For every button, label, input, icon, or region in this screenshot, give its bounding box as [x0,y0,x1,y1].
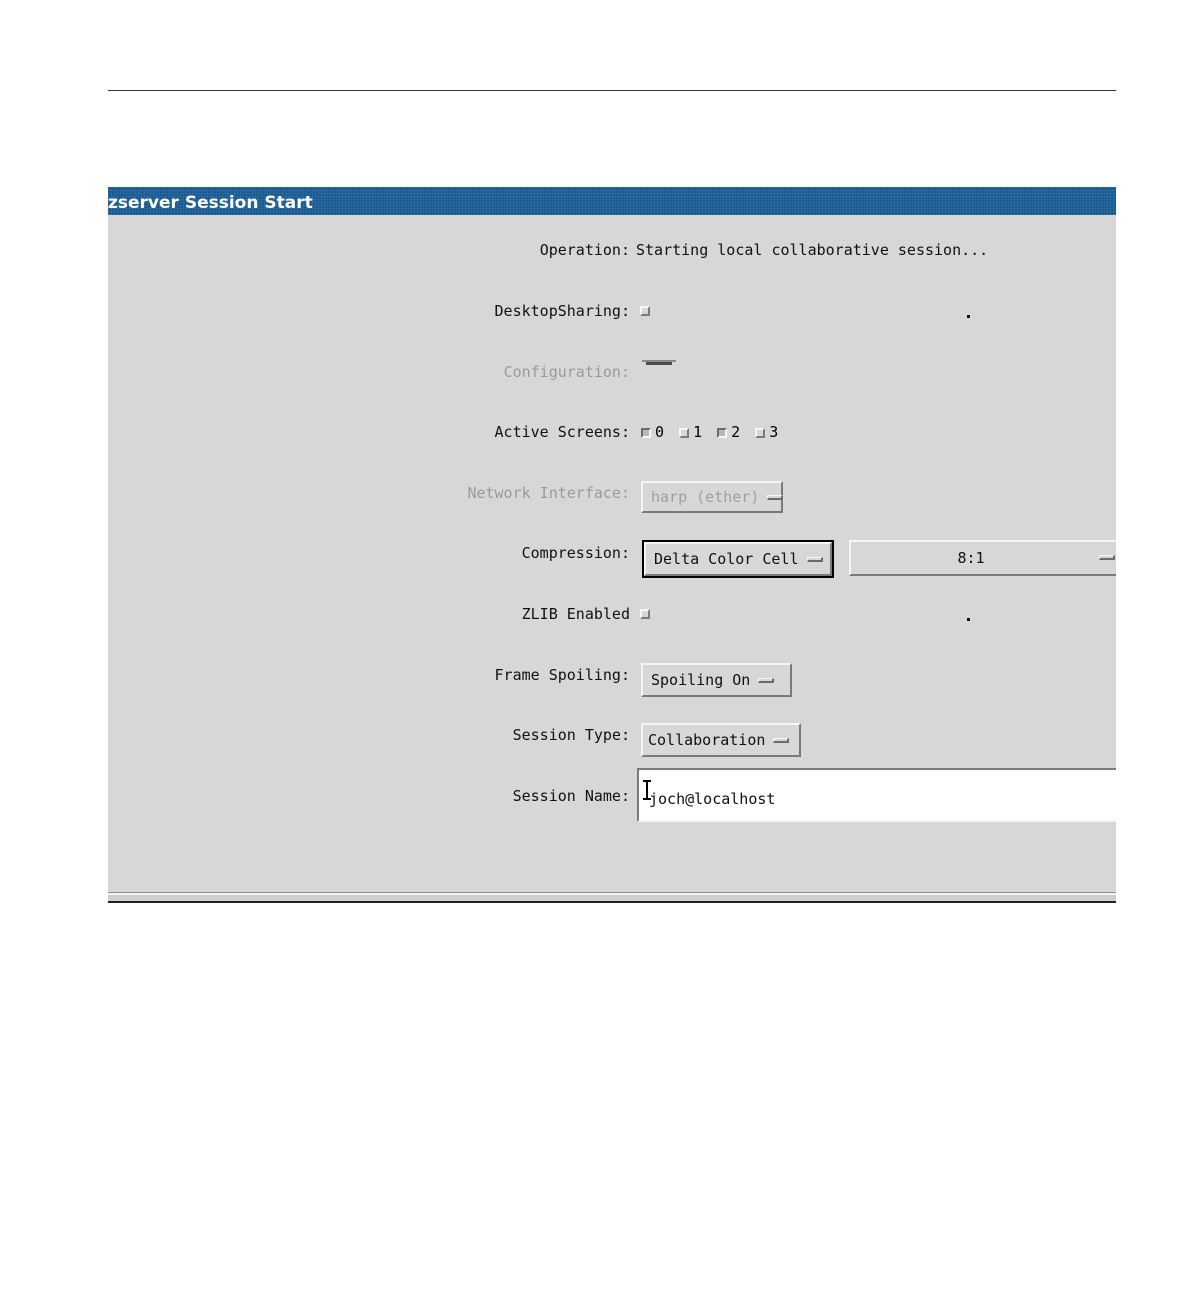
session-name-input[interactable] [637,768,1116,822]
compression-value: Delta Color Cell [654,550,799,568]
option-menu-indicator-icon [807,557,823,562]
screen-1-option[interactable] [679,423,702,441]
network-interface-menu[interactable] [641,481,783,513]
screen-3-label: 3 [769,423,779,441]
desktop-sharing-checkbox[interactable] [640,306,650,316]
option-menu-indicator-icon [1099,555,1115,560]
screen-2-option[interactable] [717,423,740,441]
window-bottom-edge [108,892,1116,903]
session-type-label: Session Type: [512,726,630,744]
page-top-rule [108,90,1116,91]
session-start-window [108,187,1116,903]
zlib-label: ZLIB Enabled [521,605,630,623]
screen-1-label: 1 [693,423,703,441]
compression-ratio-value: 8:1 [957,549,985,567]
screen-1-checkbox[interactable] [679,428,689,438]
network-interface-label: Network Interface: [467,484,630,502]
desktop-sharing-label: DesktopSharing: [494,302,630,320]
active-screens-label: Active Screens: [494,423,630,441]
configuration-widget [642,360,676,366]
title-bar[interactable] [108,187,1116,215]
frame-spoiling-value: Spoiling On [651,671,751,689]
operation-value: Starting local collaborative session... [636,241,989,259]
session-type-value: Collaboration [648,731,766,749]
text-cursor-icon [643,780,651,800]
window-title: zserver Session Start [108,193,313,213]
screen-2-checkbox[interactable] [717,428,727,438]
compression-ratio-menu[interactable] [849,540,1116,576]
compression-menu[interactable] [644,542,832,576]
option-menu-indicator-icon [773,738,789,743]
screen-0-checkbox[interactable] [641,428,651,438]
session-type-menu[interactable] [641,723,801,757]
screen-3-checkbox[interactable] [755,428,765,438]
screen-2-label: 2 [731,423,741,441]
active-screens-group [641,423,784,441]
screen-0-option[interactable] [641,423,664,441]
frame-spoiling-label: Frame Spoiling: [494,666,630,684]
option-menu-indicator-icon [758,678,774,683]
network-interface-value: harp (ether) [651,488,760,506]
dot-marker [967,315,970,318]
operation-label: Operation: [539,241,630,259]
dot-marker [967,618,970,621]
session-name-label: Session Name: [512,787,630,805]
compression-label: Compression: [521,544,630,562]
frame-spoiling-menu[interactable] [641,663,792,697]
configuration-label: Configuration: [503,363,630,381]
zlib-checkbox[interactable] [640,609,650,619]
screen-3-option[interactable] [755,423,778,441]
option-menu-indicator-icon [767,495,783,500]
screen-0-label: 0 [655,423,665,441]
